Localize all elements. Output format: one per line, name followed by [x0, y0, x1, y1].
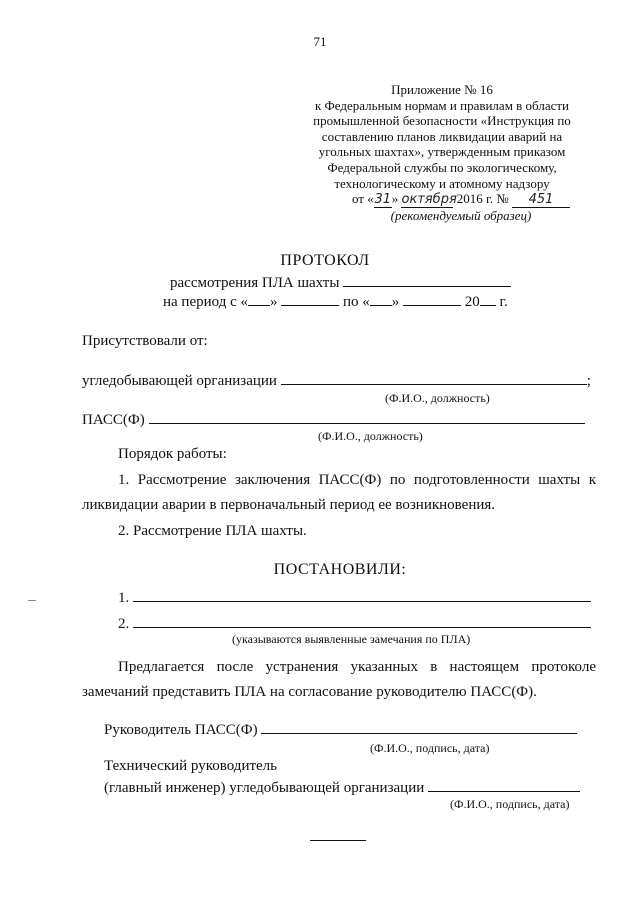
protocol-subtitle	[170, 272, 511, 292]
pass-head-label: Руководитель ПАСС(Ф)	[104, 722, 258, 738]
proposal-text: Предлагается после устранения указанных в настоящем протоколе замечаний представить ПЛА на согласование руководителю ПАСС(Ф).	[82, 659, 596, 700]
recommended-sample-note: (рекомендуемый образец)	[390, 208, 532, 224]
period-g: г.	[499, 294, 508, 310]
date-prefix: от «	[351, 191, 374, 207]
handwritten-month: октября	[401, 192, 457, 208]
month-blank	[281, 291, 339, 306]
resolved-heading: ПОСТАНОВИЛИ:	[273, 561, 407, 578]
appendix-line: технологическому и атомному надзору	[334, 175, 550, 191]
resolved-item-1-number: 1.	[118, 590, 130, 606]
appendix-line: промышленной безопасности «Инструкция по	[313, 113, 571, 129]
appendix-line: угольных шахтах», утвержденным приказом	[318, 144, 566, 160]
period-quote-1: »	[270, 294, 278, 310]
pass-head-signature-blank	[261, 719, 577, 734]
org-end: ;	[586, 373, 591, 389]
pass-attendee-caption: (Ф.И.О., должность)	[318, 429, 423, 443]
mine-name-blank	[343, 272, 511, 287]
month-blank	[403, 291, 461, 306]
date-mid: »	[391, 191, 399, 207]
appendix-line: Приложение № 16	[391, 82, 493, 97]
period-start: на период с «	[163, 294, 249, 310]
protocol-title: ПРОТОКОЛ	[280, 252, 370, 269]
resolved-item-1	[118, 587, 591, 607]
page-number: 71	[313, 34, 327, 49]
handwritten-day: 31	[374, 192, 391, 208]
tech-head-caption: (Ф.И.О., подпись, дата)	[450, 797, 570, 811]
resolved-item-2-number: 2.	[118, 616, 130, 632]
org-attendee-line	[82, 370, 591, 390]
pass-label: ПАСС(Ф)	[82, 412, 145, 428]
year-blank	[480, 291, 496, 306]
tech-head-label: (главный инженер) угледобывающей организации	[104, 780, 425, 796]
proposal-paragraph	[82, 655, 596, 705]
tech-head-signature-blank	[428, 777, 580, 792]
agenda-heading: Порядок работы:	[118, 446, 227, 462]
tech-head-line-1: Технический руководитель	[104, 758, 278, 774]
period-po: по «	[343, 294, 370, 310]
day-blank	[248, 291, 270, 306]
org-label: угледобывающей организации	[82, 373, 277, 389]
pass-head-caption: (Ф.И.О., подпись, дата)	[370, 741, 490, 755]
appendix-line: составлению планов ликвидации аварий на	[321, 128, 563, 144]
appendix-line: к Федеральным нормам и правилам в области	[314, 97, 570, 113]
protocol-period	[163, 291, 508, 311]
day-blank	[370, 291, 392, 306]
pass-attendee-blank	[149, 409, 585, 424]
resolved-caption: (указываются выявленные замечания по ПЛА)	[232, 632, 471, 646]
tech-head-signature-line	[104, 777, 580, 797]
pass-attendee-line	[82, 409, 585, 429]
scan-margin-mark	[28, 600, 36, 601]
appendix-line: Федеральной службы по экологическому,	[327, 159, 557, 175]
agenda-item-2: 2. Рассмотрение ПЛА шахты.	[118, 523, 307, 539]
period-quote-2: »	[391, 294, 400, 310]
org-attendee-blank	[281, 370, 587, 385]
period-year: 20	[464, 294, 480, 310]
agenda-item-1	[82, 468, 596, 518]
end-of-document-dash	[310, 840, 366, 841]
year-text: 2016 г. №	[456, 191, 509, 207]
appendix-header	[292, 82, 592, 224]
resolved-item-2	[118, 613, 591, 633]
resolved-item-2-blank	[133, 613, 591, 628]
agenda-item-1-text: 1. Рассмотрение заключения ПАСС(Ф) по подготовленности шахты к ликвидации аварии в первоначальный период ее возникновения.	[82, 472, 596, 513]
handwritten-order-number: 451	[512, 193, 570, 208]
resolved-item-1-blank	[133, 587, 591, 602]
pass-head-signature-line	[104, 719, 577, 739]
attendance-heading: Присутствовали от:	[82, 333, 208, 349]
order-date-line	[292, 191, 592, 208]
org-attendee-caption: (Ф.И.О., должность)	[385, 391, 490, 405]
subtitle-prefix: рассмотрения ПЛА шахты	[170, 275, 340, 291]
